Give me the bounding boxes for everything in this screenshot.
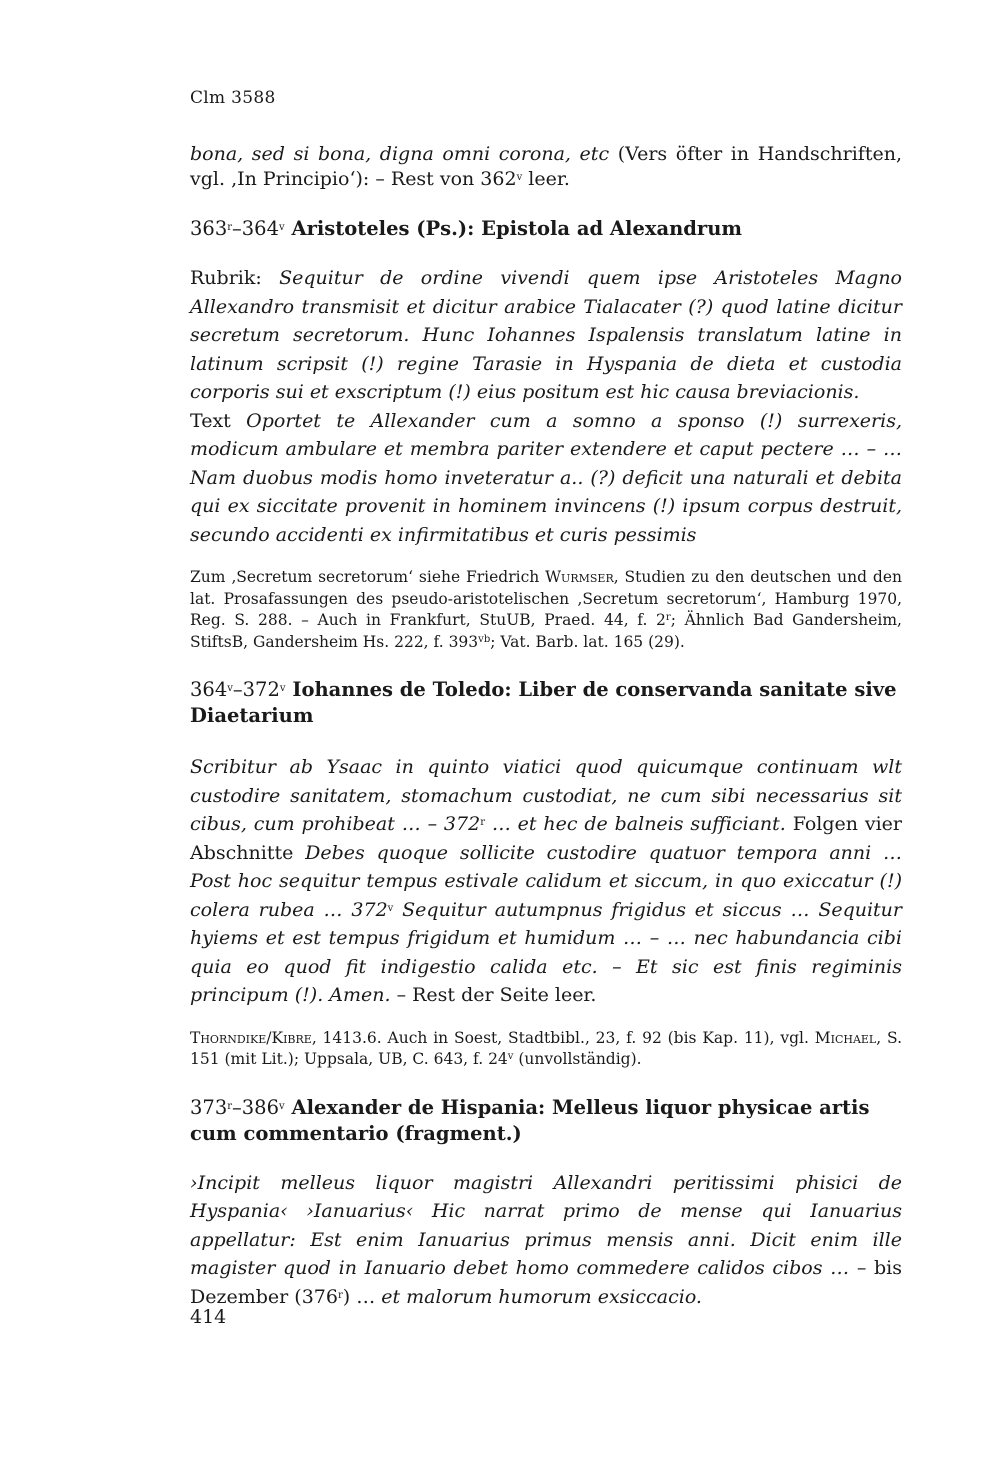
rubric-label: Rubrik: (190, 267, 280, 289)
rubric-paragraph (190, 264, 902, 407)
text-italic: Debes quoque sollicite custodire quatuor tempora anni … Post hoc sequitur tempus estivale calidum et siccum, in quo exiccatur (!) colera rubea … 372 (190, 841, 902, 921)
note-sup: v (507, 1051, 514, 1062)
text-body: Oportet te Allexander cum a somno a sponso (!) surrexeris, modicum ambulare et membra pariter extendere et caput pectere … – … Nam duobus modis homo inveteratur a.. (?) deficit una naturali et debita qui ex siccitate provenit in hominem invincens (!) ipsum corpus destruit, secundo accidenti ex infirmitatibus et curis pessimis (190, 409, 902, 546)
note-text: , Studien zu den deutschen und den lat. Prosafassungen des pseudo-aristotelischen ‚Secretum secretorum‘, Hamburg 1970, Reg. S. 288. – Auch in Frankfurt, StuUB, Praed. 44, f. 2 (190, 568, 902, 629)
entry-heading-alexander (190, 1095, 902, 1147)
intro-italic: bona, sed si bona, digna omni corona, etc (190, 143, 610, 165)
heading-title: Aristoteles (Ps.): Epistola ad Alexandrum (284, 217, 743, 240)
text-italic: et malorum humorum exsiccacio. (381, 1285, 702, 1308)
intro-paragraph (190, 142, 902, 192)
note-author: Thorndike/Kibre (190, 1028, 312, 1047)
note-text: (unvollständig). (513, 1050, 642, 1068)
text-roman: Folgen vier Abschnitte (190, 813, 902, 864)
document-page (190, 88, 902, 1311)
text-roman: – Rest der Seite leer. (390, 984, 597, 1006)
running-head: Clm 3588 (190, 88, 276, 108)
note-text: , 1413.6. Auch in Soest, Stadtbibl., 23, f. 92 (bis Kap. 11), vgl. (311, 1028, 815, 1047)
note-author: Michael (814, 1028, 877, 1047)
note-sup: vb (478, 633, 491, 645)
heading-folio: 364 (190, 678, 228, 701)
entry-heading-aristoteles (190, 216, 902, 242)
text-paragraph (190, 753, 902, 1010)
heading-folio: 373 (190, 1095, 228, 1119)
heading-folio-dash: –372 (232, 678, 280, 701)
entry-heading-iohannes (190, 677, 902, 729)
text-roman: ) … (342, 1285, 382, 1308)
heading-sup: v (279, 222, 285, 233)
intro-text: (Vers öfter in Handschriften, vgl. ‚In Principio‘): – Rest von 362 (190, 143, 902, 190)
heading-folio: 363 (190, 217, 228, 240)
text-italic: Sequitur autumpnus frigidus et siccus … Sequitur hyiems et est tempus frigidum et humidum … – … nec habundancia cibi quia eo quod fit indigestio calida etc. – Et sic est finis regiminis principum (!). Amen. (190, 898, 903, 1006)
heading-title: Iohannes de Toledo: Liber de conservanda sanitate sive Diaetarium (190, 678, 897, 727)
text-label: Text (190, 409, 247, 432)
intro-tail: leer. (522, 168, 570, 190)
text-sup: v (387, 902, 394, 914)
heading-folio-dash: –386 (232, 1095, 279, 1119)
heading-title: Alexander de Hispania: Melleus liquor physicae artis cum commentario (fragment.) (190, 1095, 870, 1145)
note-text: , S. 151 (mit Lit.); Uppsala, UB, C. 643, f. 24 (190, 1028, 902, 1068)
heading-sup: v (279, 683, 286, 694)
text-italic: ›Incipit melleus liquor magistri Allexandri peritissimi phisici de Hyspania‹ ›Ianuarius‹ Hic narrat primo de mense qui Ianuarius appellatur: Est enim Ianuarius primus mensis anni. Dicit enim ille magister quod in Ianuario debet homo commedere calidos cibos … (190, 1171, 902, 1279)
text-roman: – bis Dezember (376 (190, 1257, 902, 1308)
heading-folio-dash: –364 (232, 217, 279, 240)
intro-sup: v (516, 172, 523, 183)
note-text: Zum ‚Secretum secretorum‘ siehe Friedrich (190, 568, 546, 586)
rubric-text: Sequitur de ordine vivendi quem ipse Aristoteles Magno Allexandro transmisit et dicitur arabice Tialacater (?) quod latine dicitur secretum secretorum. Hunc Iohannes Ispalensis translatum latine in latinum scripsit (!) regine Tarasie in Hyspania de dieta et custodia corporis sui et exscriptum (!) eius positum est hic causa breviacionis. (190, 267, 902, 403)
text-italic: Scribitur ab Ysaac in quinto viatici quod quicumque continuam wlt custodire sanitatem, stomachum custodiat, ne cum sibi necessarius sit cibus, cum prohibeat … – 372 (190, 756, 902, 835)
note-text: ; Ähnlich Bad Gandersheim, StiftsB, Gandersheim Hs. 222, f. 393 (190, 611, 902, 651)
heading-sup: r (227, 1100, 233, 1112)
text-sup: r (480, 817, 485, 828)
page-number: 414 (190, 1306, 227, 1328)
text-italic: … et hec de balneis sufficiant. (484, 813, 786, 835)
text-paragraph (190, 407, 902, 550)
text-sup: r (337, 1289, 343, 1301)
heading-sup: r (227, 222, 233, 233)
text-paragraph (190, 1169, 902, 1312)
note-sup: r (665, 612, 671, 623)
literature-note (190, 567, 902, 653)
note-text: ; Vat. Barb. lat. 165 (29). (490, 632, 685, 651)
literature-note (190, 1028, 902, 1071)
heading-sup: v (279, 1100, 285, 1112)
note-author: Wurmser (545, 568, 614, 586)
heading-sup: v (227, 683, 233, 694)
